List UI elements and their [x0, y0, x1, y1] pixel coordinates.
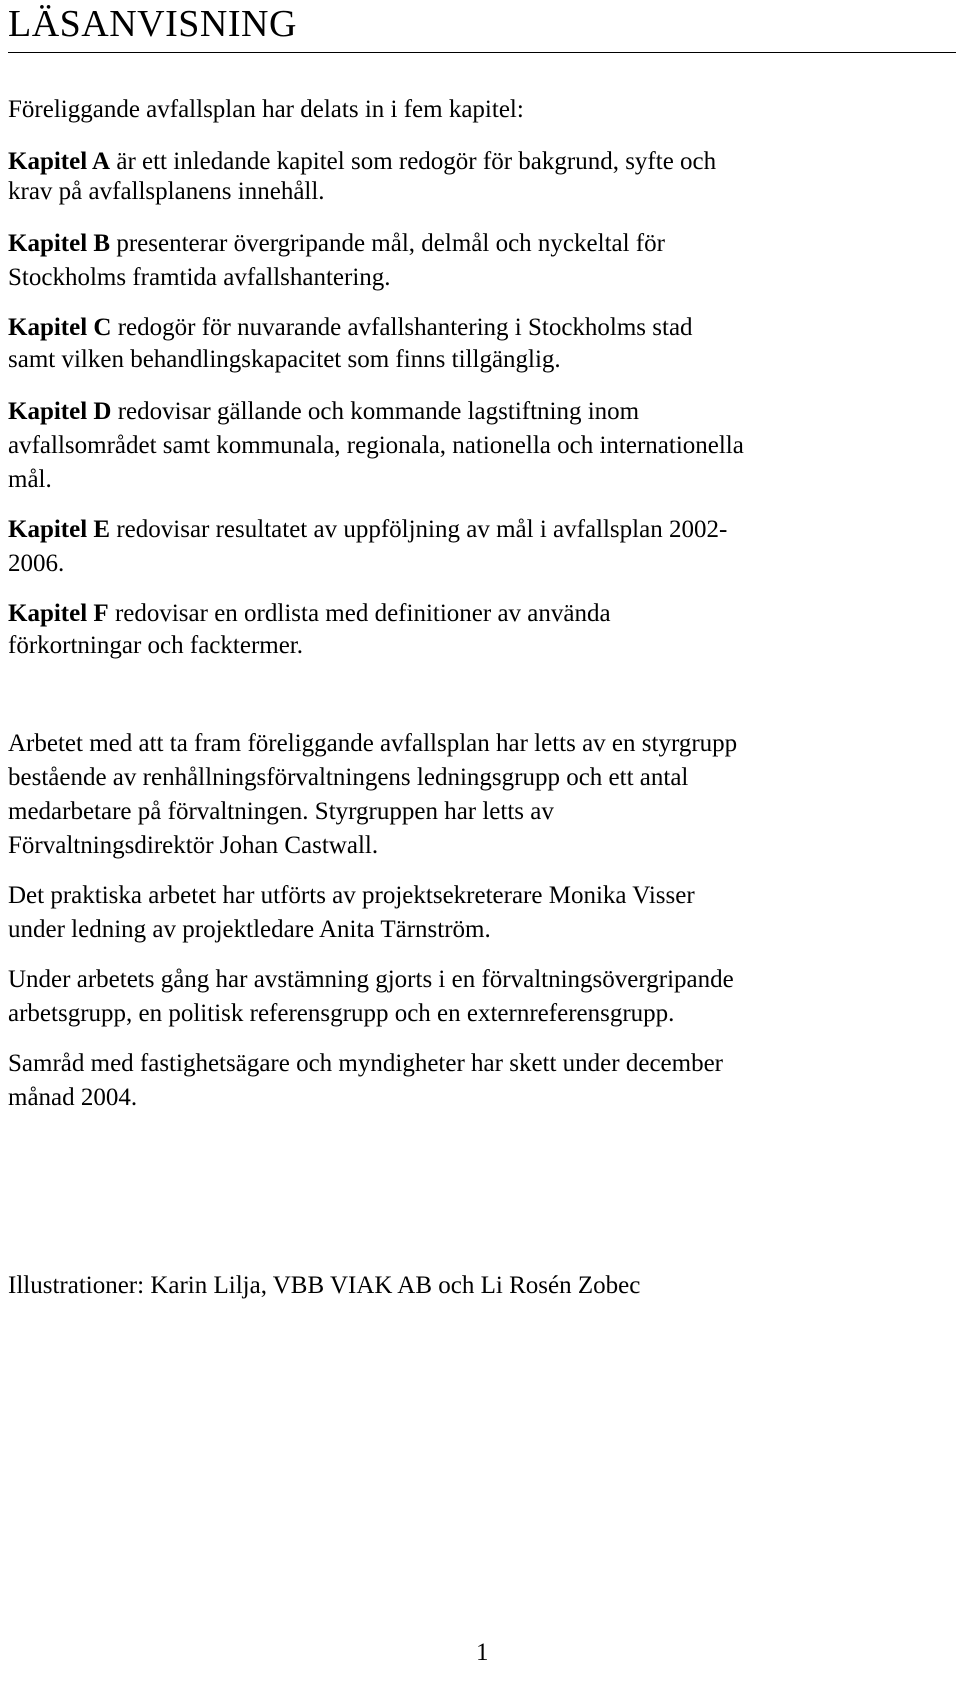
practical-work-line-2: under ledning av projektledare Anita Tärnström.	[8, 916, 491, 943]
chapter-d-line-2: avfallsområdet samt kommunala, regionala, nationella och internationella	[8, 432, 744, 459]
chapter-f-line-2: förkortningar och facktermer.	[8, 632, 304, 659]
steering-group-line-4: Förvaltningsdirektör Johan Castwall.	[8, 832, 379, 859]
steering-group-line-1: Arbetet med att ta fram föreliggande avfallsplan har letts av en styrgrupp	[8, 730, 738, 757]
chapter-f-label: Kapitel F	[8, 600, 109, 627]
document-page	[8, 0, 952, 1682]
chapter-e-label: Kapitel E	[8, 516, 111, 543]
chapter-d-line-1: Kapitel D redovisar gällande och kommande lagstiftning inom	[8, 398, 640, 425]
page-title: LÄSANVISNING	[8, 3, 297, 45]
stakeholders-line-1: Samråd med fastighetsägare och myndigheter har skett under december	[8, 1050, 724, 1077]
chapter-b-line-2: Stockholms framtida avfallshantering.	[8, 264, 391, 291]
chapter-a-line-1: Kapitel A är ett inledande kapitel som redogör för bakgrund, syfte och	[8, 148, 717, 175]
chapter-a-label: Kapitel A	[8, 148, 111, 175]
chapter-e-line-1: Kapitel E redovisar resultatet av uppföljning av mål i avfallsplan 2002-	[8, 516, 728, 543]
chapter-b-line-1: Kapitel B presenterar övergripande mål, delmål och nyckeltal för	[8, 230, 665, 257]
chapter-c-line-1: Kapitel C redogör för nuvarande avfallshantering i Stockholms stad	[8, 314, 693, 341]
steering-group-line-2: bestående av renhållningsförvaltningens ledningsgrupp och ett antal	[8, 764, 689, 791]
chapter-b-label: Kapitel B	[8, 230, 111, 257]
chapter-c-line-2: samt vilken behandlingskapacitet som finns tillgänglig.	[8, 346, 561, 373]
chapter-d-line-3: mål.	[8, 466, 52, 493]
practical-work-line-1: Det praktiska arbetet har utförts av projektsekreterare Monika Visser	[8, 882, 695, 909]
steering-group-line-3: medarbetare på förvaltningen. Styrgruppen har letts av	[8, 798, 554, 825]
chapter-c-label: Kapitel C	[8, 314, 112, 341]
illustrations-credit: Illustrationer: Karin Lilja, VBB VIAK AB och Li Rosén Zobec	[8, 1272, 641, 1299]
chapter-a-line-2: krav på avfallsplanens innehåll.	[8, 178, 325, 205]
chapter-d-label: Kapitel D	[8, 398, 112, 425]
intro-text: Föreliggande avfallsplan har delats in i fem kapitel:	[8, 96, 524, 123]
consultation-line-2: arbetsgrupp, en politisk referensgrupp och en externreferensgrupp.	[8, 1000, 675, 1027]
heading-underline	[8, 52, 956, 53]
chapter-e-line-2: 2006.	[8, 550, 65, 577]
chapter-f-line-1: Kapitel F redovisar en ordlista med definitioner av använda	[8, 600, 611, 627]
page-number: 1	[476, 1639, 489, 1666]
stakeholders-line-2: månad 2004.	[8, 1084, 138, 1111]
consultation-line-1: Under arbetets gång har avstämning gjorts i en förvaltningsövergripande	[8, 966, 734, 993]
